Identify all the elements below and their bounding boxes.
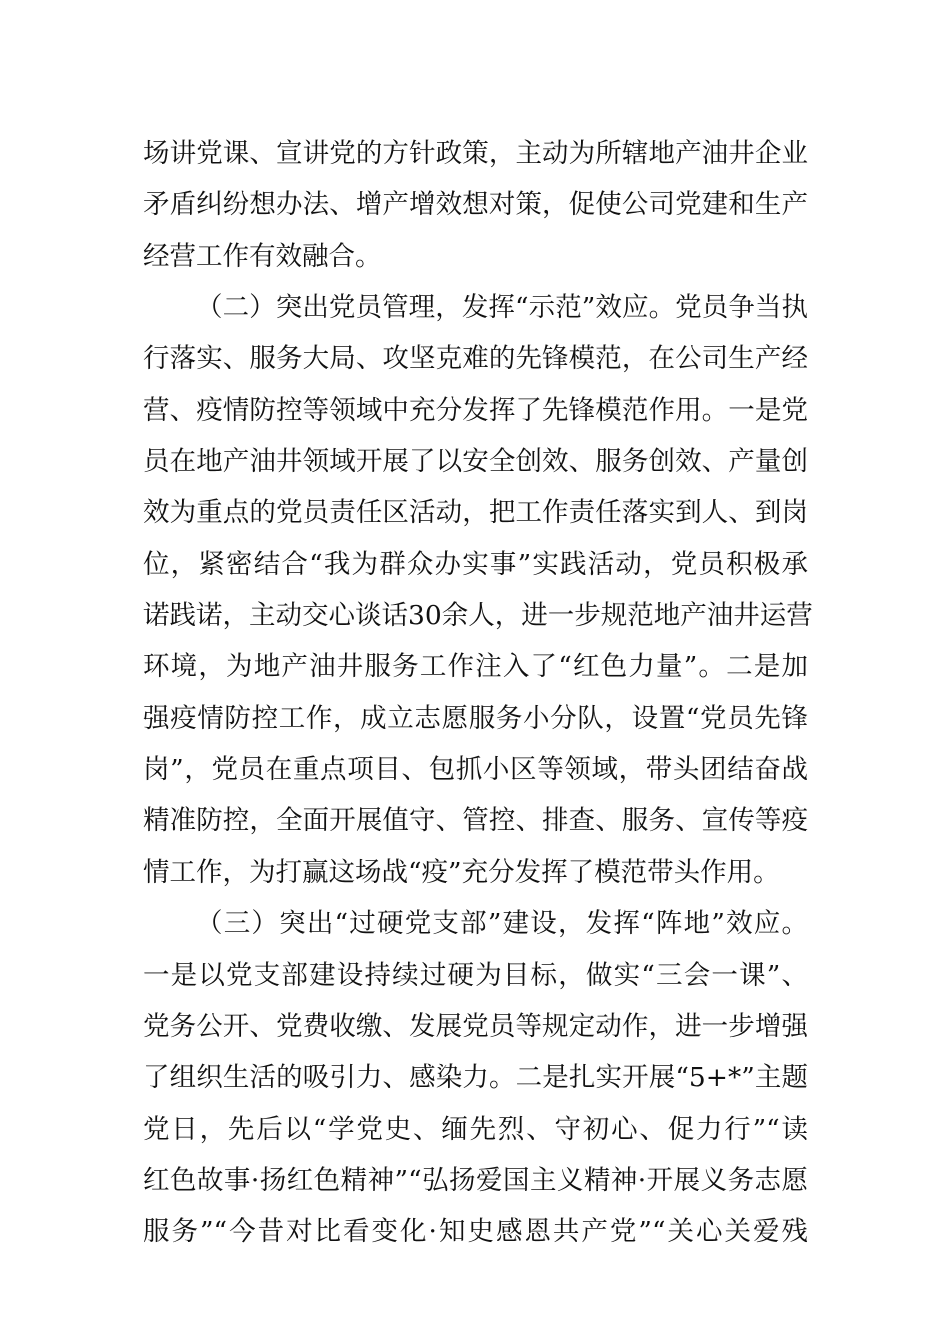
- text-line: 一是以党支部建设持续过硬为目标，做实“三会一课”、: [143, 959, 808, 991]
- text-line: 情工作，为打赢这场战“疫”充分发挥了模范带头作用。: [143, 856, 780, 888]
- text-line: 党日，先后以“学党史、缅先烈、守初心、促力行”“读: [143, 1113, 808, 1145]
- text-line: 场讲党课、宣讲党的方针政策，主动为所辖地产油井企业: [143, 138, 808, 169]
- text-line: （二）突出党员管理，发挥“示范”效应。党员争当执: [196, 292, 808, 324]
- text-line: 行落实、服务大局、攻坚克难的先锋模范，在公司生产经: [143, 343, 808, 375]
- text-line: 强疫情防控工作，成立志愿服务小分队，设置“党员先锋: [143, 702, 808, 734]
- text-line: 精准防控，全面开展值守、管控、排查、服务、宣传等疫: [143, 805, 808, 837]
- text-line: 环境，为地产油井服务工作注入了“红色力量”。二是加: [143, 651, 808, 683]
- text-line: 效为重点的党员责任区活动，把工作责任落实到人、到岗: [143, 497, 808, 529]
- body-text: [143, 128, 813, 1258]
- text-line: 党务公开、党费收缴、发展党员等规定动作，进一步增强: [143, 1010, 808, 1042]
- text-line: 矛盾纠纷想办法、增产增效想对策，促使公司党建和生产: [143, 189, 808, 221]
- text-line: 岗”，党员在重点项目、包抓小区等领域，带头团结奋战: [143, 754, 808, 786]
- text-line: 员在地产油井领域开展了以安全创效、服务创效、产量创: [143, 446, 808, 478]
- text-line: 诺践诺，主动交心谈话30余人，进一步规范地产油井运营: [143, 600, 813, 632]
- text-line: 位，紧密结合“我为群众办实事”实践活动，党员积极承: [143, 548, 808, 580]
- text-line: 经营工作有效融合。: [143, 240, 382, 272]
- text-line: 了组织生活的吸引力、感染力。二是扎实开展“5+*”主题: [143, 1062, 808, 1094]
- text-line: （三）突出“过硬党支部”建设，发挥“阵地”效应。: [196, 908, 808, 940]
- text-line: 红色故事·扬红色精神”“弘扬爱国主义精神·开展义务志愿: [143, 1164, 808, 1196]
- text-line: 营、疫情防控等领域中充分发挥了先锋模范作用。一是党: [143, 394, 808, 426]
- text-line: 服务”“今昔对比看变化·知史感恩共产党”“关心关爱残: [143, 1216, 808, 1248]
